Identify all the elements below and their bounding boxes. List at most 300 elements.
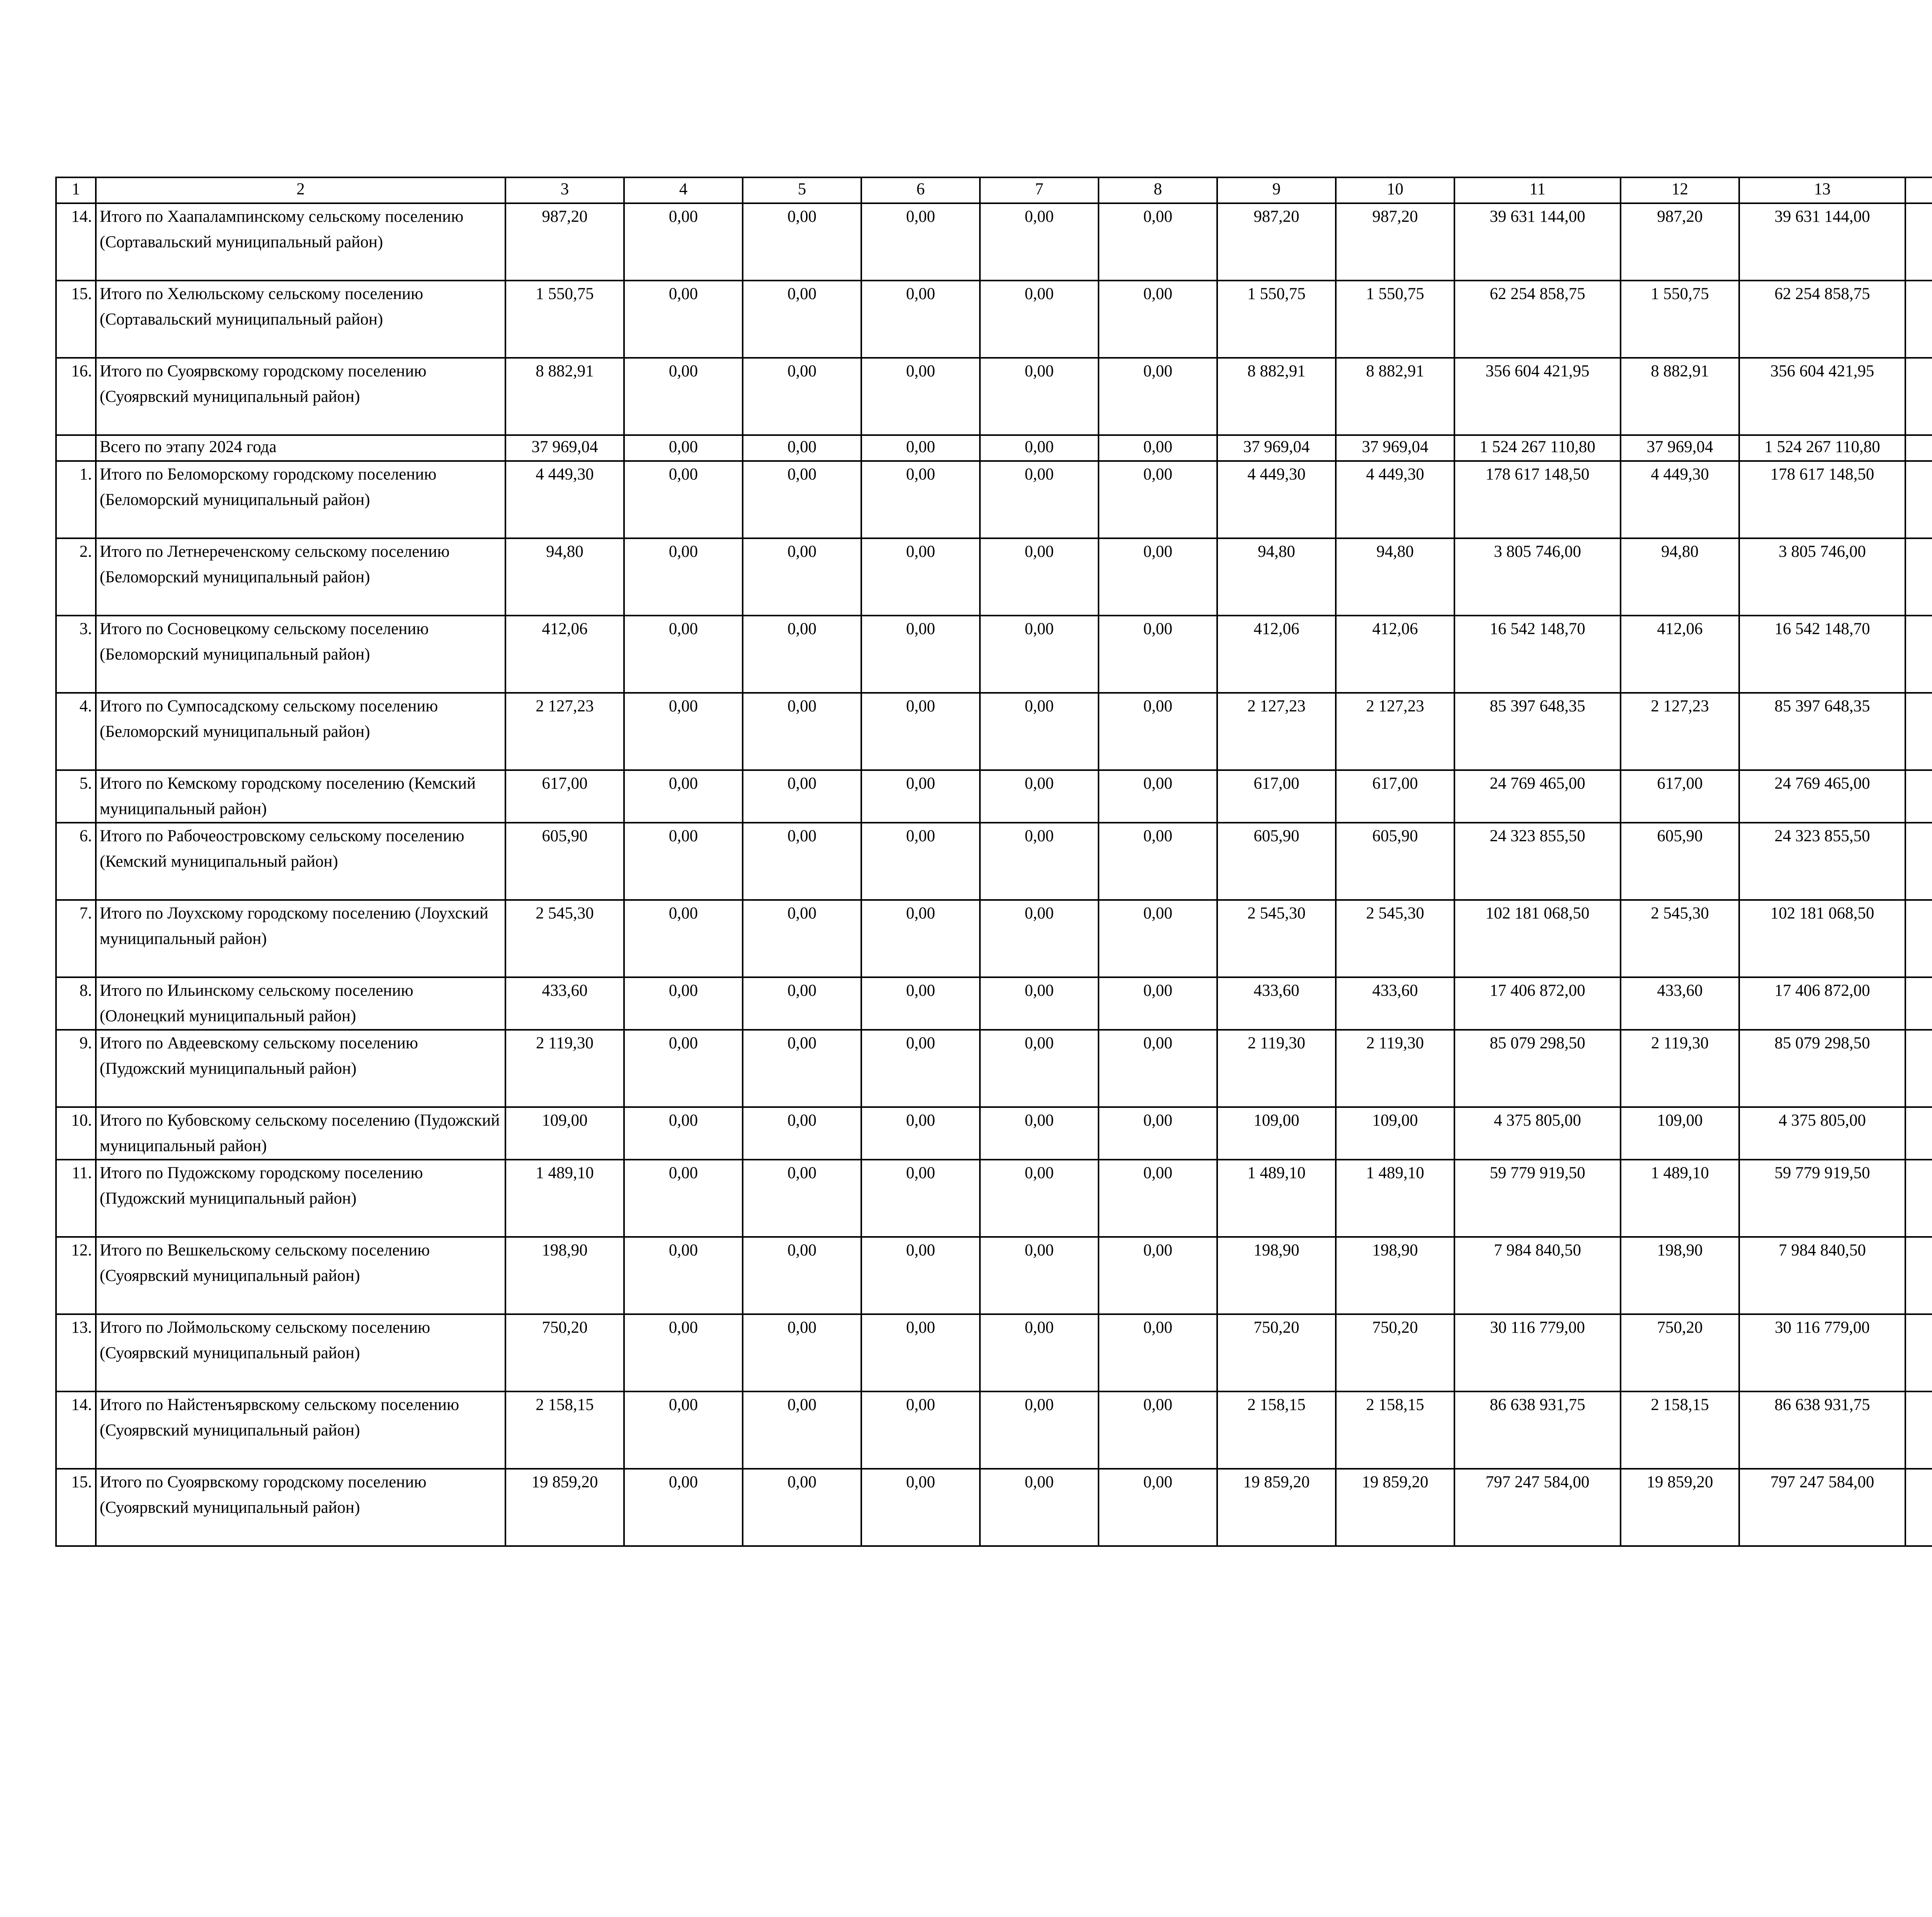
value-cell: 750,20 (1621, 1314, 1739, 1391)
value-cell: 198,90 (1217, 1237, 1336, 1314)
value-cell: 0,00 (624, 616, 743, 693)
value-cell: 85 397 648,35 (1454, 693, 1621, 770)
value-cell: 62 254 858,75 (1454, 281, 1621, 358)
settlement-name: Итого по Кемскому городскому поселению (Кемский муниципальный район) (96, 770, 505, 823)
column-header: 13 (1739, 177, 1905, 203)
value-cell: 0,00 (980, 900, 1099, 977)
value-cell: 0,00 (980, 770, 1099, 823)
settlement-name: Всего по этапу 2024 года (96, 435, 505, 461)
table-row (56, 1030, 1932, 1107)
value-cell: 3 805 746,00 (1739, 538, 1905, 616)
column-header: 1 (56, 177, 96, 203)
value-cell (1905, 900, 1932, 977)
value-cell: 19 859,20 (1621, 1469, 1739, 1546)
value-cell (1905, 693, 1932, 770)
value-cell: 2 127,23 (1621, 693, 1739, 770)
row-number: 16. (56, 358, 96, 435)
value-cell: 987,20 (1336, 203, 1454, 281)
column-header: 4 (624, 177, 743, 203)
value-cell: 85 079 298,50 (1739, 1030, 1905, 1107)
value-cell (1905, 823, 1932, 900)
value-cell: 2 119,30 (1336, 1030, 1454, 1107)
value-cell: 59 779 919,50 (1739, 1160, 1905, 1237)
value-cell: 109,00 (1621, 1107, 1739, 1160)
row-number: 5. (56, 770, 96, 823)
value-cell: 797 247 584,00 (1454, 1469, 1621, 1546)
value-cell: 2 545,30 (505, 900, 624, 977)
value-cell: 433,60 (1621, 977, 1739, 1030)
row-number: 13. (56, 1314, 96, 1391)
value-cell: 0,00 (743, 1469, 861, 1546)
value-cell: 0,00 (861, 693, 980, 770)
value-cell: 4 375 805,00 (1454, 1107, 1621, 1160)
value-cell: 0,00 (980, 823, 1099, 900)
value-cell: 0,00 (980, 281, 1099, 358)
value-cell: 4 449,30 (1217, 461, 1336, 538)
value-cell: 617,00 (1621, 770, 1739, 823)
value-cell: 24 323 855,50 (1739, 823, 1905, 900)
value-cell: 2 127,23 (1336, 693, 1454, 770)
value-cell: 1 550,75 (1217, 281, 1336, 358)
value-cell: 0,00 (861, 1391, 980, 1469)
value-cell: 2 158,15 (505, 1391, 624, 1469)
table-row (56, 977, 1932, 1030)
value-cell: 0,00 (624, 900, 743, 977)
value-cell: 412,06 (1336, 616, 1454, 693)
value-cell: 0,00 (1099, 693, 1217, 770)
column-header (1905, 177, 1932, 203)
table-row (56, 616, 1932, 693)
settlement-name: Итого по Ильинскому сельскому поселению (Олонецкий муниципальный район) (96, 977, 505, 1030)
value-cell: 2 119,30 (1217, 1030, 1336, 1107)
value-cell: 178 617 148,50 (1739, 461, 1905, 538)
value-cell: 0,00 (1099, 358, 1217, 435)
value-cell: 85 079 298,50 (1454, 1030, 1621, 1107)
value-cell: 0,00 (1099, 203, 1217, 281)
settlement-name: Итого по Хаапалампинскому сельскому поселению (Сортавальский муниципальный район) (96, 203, 505, 281)
column-header: 11 (1454, 177, 1621, 203)
value-cell: 0,00 (980, 203, 1099, 281)
value-cell: 2 158,15 (1217, 1391, 1336, 1469)
value-cell: 178 617 148,50 (1454, 461, 1621, 538)
value-cell: 17 406 872,00 (1454, 977, 1621, 1030)
value-cell: 8 882,91 (1336, 358, 1454, 435)
value-cell: 2 119,30 (1621, 1030, 1739, 1107)
value-cell: 59 779 919,50 (1454, 1160, 1621, 1237)
value-cell: 0,00 (624, 358, 743, 435)
row-number: 8. (56, 977, 96, 1030)
value-cell: 0,00 (743, 693, 861, 770)
value-cell: 0,00 (1099, 900, 1217, 977)
value-cell: 0,00 (624, 1160, 743, 1237)
value-cell: 412,06 (1621, 616, 1739, 693)
row-number: 15. (56, 1469, 96, 1546)
value-cell: 62 254 858,75 (1739, 281, 1905, 358)
value-cell: 0,00 (980, 977, 1099, 1030)
value-cell: 2 545,30 (1336, 900, 1454, 977)
value-cell: 86 638 931,75 (1739, 1391, 1905, 1469)
value-cell: 7 984 840,50 (1454, 1237, 1621, 1314)
settlement-name: Итого по Летнереченскому сельскому поселению (Беломорский муниципальный район) (96, 538, 505, 616)
value-cell: 0,00 (861, 977, 980, 1030)
value-cell: 0,00 (624, 1237, 743, 1314)
settlement-name: Итого по Сосновецкому сельскому поселению (Беломорский муниципальный район) (96, 616, 505, 693)
value-cell: 0,00 (743, 281, 861, 358)
value-cell: 0,00 (743, 203, 861, 281)
value-cell: 1 524 267 110,80 (1739, 435, 1905, 461)
value-cell: 412,06 (505, 616, 624, 693)
value-cell: 0,00 (861, 1030, 980, 1107)
value-cell: 0,00 (1099, 770, 1217, 823)
value-cell: 0,00 (861, 1314, 980, 1391)
value-cell: 0,00 (861, 770, 980, 823)
value-cell: 16 542 148,70 (1454, 616, 1621, 693)
value-cell (1905, 358, 1932, 435)
value-cell: 0,00 (624, 1469, 743, 1546)
table-row (56, 1160, 1932, 1237)
value-cell: 0,00 (861, 358, 980, 435)
value-cell: 0,00 (624, 693, 743, 770)
value-cell: 109,00 (1336, 1107, 1454, 1160)
table-row (56, 693, 1932, 770)
value-cell: 37 969,04 (505, 435, 624, 461)
settlement-name: Итого по Суоярвскому городскому поселению (Суоярвский муниципальный район) (96, 1469, 505, 1546)
value-cell: 987,20 (1621, 203, 1739, 281)
value-cell: 1 550,75 (1336, 281, 1454, 358)
value-cell: 1 524 267 110,80 (1454, 435, 1621, 461)
value-cell: 0,00 (743, 435, 861, 461)
value-cell: 2 127,23 (1217, 693, 1336, 770)
value-cell: 0,00 (1099, 461, 1217, 538)
value-cell: 16 542 148,70 (1739, 616, 1905, 693)
column-header: 6 (861, 177, 980, 203)
row-number: 4. (56, 693, 96, 770)
value-cell: 0,00 (624, 1030, 743, 1107)
row-number: 3. (56, 616, 96, 693)
value-cell: 0,00 (980, 1107, 1099, 1160)
column-header: 3 (505, 177, 624, 203)
value-cell: 0,00 (624, 281, 743, 358)
value-cell: 4 449,30 (1621, 461, 1739, 538)
value-cell: 37 969,04 (1217, 435, 1336, 461)
value-cell: 0,00 (980, 461, 1099, 538)
table-row (56, 461, 1932, 538)
table-row (56, 1469, 1932, 1546)
value-cell: 1 489,10 (1621, 1160, 1739, 1237)
value-cell: 0,00 (980, 358, 1099, 435)
value-cell: 0,00 (1099, 281, 1217, 358)
value-cell: 0,00 (624, 203, 743, 281)
value-cell: 109,00 (505, 1107, 624, 1160)
value-cell: 433,60 (1336, 977, 1454, 1030)
value-cell (1905, 435, 1932, 461)
value-cell: 0,00 (1099, 538, 1217, 616)
column-header: 7 (980, 177, 1099, 203)
value-cell: 2 545,30 (1621, 900, 1739, 977)
value-cell: 605,90 (1217, 823, 1336, 900)
value-cell: 356 604 421,95 (1739, 358, 1905, 435)
settlement-name: Итого по Хелюльскому сельскому поселению (Сортавальский муниципальный район) (96, 281, 505, 358)
value-cell: 0,00 (743, 823, 861, 900)
value-cell: 0,00 (861, 1107, 980, 1160)
value-cell: 109,00 (1217, 1107, 1336, 1160)
value-cell: 0,00 (1099, 823, 1217, 900)
value-cell: 1 489,10 (1336, 1160, 1454, 1237)
value-cell: 0,00 (743, 461, 861, 538)
value-cell: 30 116 779,00 (1739, 1314, 1905, 1391)
value-cell: 7 984 840,50 (1739, 1237, 1905, 1314)
value-cell (1905, 203, 1932, 281)
value-cell (1905, 1469, 1932, 1546)
value-cell: 4 375 805,00 (1739, 1107, 1905, 1160)
value-cell: 4 449,30 (1336, 461, 1454, 538)
value-cell: 0,00 (743, 1107, 861, 1160)
row-number: 10. (56, 1107, 96, 1160)
value-cell: 24 769 465,00 (1454, 770, 1621, 823)
value-cell: 0,00 (624, 823, 743, 900)
value-cell (1905, 1107, 1932, 1160)
value-cell (1905, 770, 1932, 823)
table-row (56, 1314, 1932, 1391)
value-cell: 0,00 (1099, 1391, 1217, 1469)
value-cell: 94,80 (505, 538, 624, 616)
table-row (56, 1391, 1932, 1469)
row-number: 2. (56, 538, 96, 616)
value-cell: 0,00 (861, 1469, 980, 1546)
settlement-name: Итого по Сумпосадскому сельскому поселению (Беломорский муниципальный район) (96, 693, 505, 770)
value-cell: 2 119,30 (505, 1030, 624, 1107)
value-cell: 0,00 (980, 1314, 1099, 1391)
settlement-name: Итого по Авдеевскому сельскому поселению (Пудожский муниципальный район) (96, 1030, 505, 1107)
value-cell: 987,20 (1217, 203, 1336, 281)
row-number: 1. (56, 461, 96, 538)
value-cell: 39 631 144,00 (1739, 203, 1905, 281)
table-row (56, 823, 1932, 900)
value-cell: 797 247 584,00 (1739, 1469, 1905, 1546)
value-cell: 94,80 (1336, 538, 1454, 616)
value-cell: 94,80 (1621, 538, 1739, 616)
value-cell: 356 604 421,95 (1454, 358, 1621, 435)
value-cell: 8 882,91 (1621, 358, 1739, 435)
value-cell: 2 545,30 (1217, 900, 1336, 977)
value-cell: 0,00 (980, 1391, 1099, 1469)
value-cell (1905, 977, 1932, 1030)
table-row (56, 900, 1932, 977)
table-body (56, 177, 1932, 1546)
value-cell: 0,00 (1099, 1160, 1217, 1237)
value-cell: 0,00 (1099, 1107, 1217, 1160)
settlement-name: Итого по Суоярвскому городскому поселению (Суоярвский муниципальный район) (96, 358, 505, 435)
value-cell: 987,20 (505, 203, 624, 281)
column-header: 2 (96, 177, 505, 203)
settlement-name: Итого по Лоймольскому сельскому поселению (Суоярвский муниципальный район) (96, 1314, 505, 1391)
value-cell: 617,00 (1336, 770, 1454, 823)
value-cell: 0,00 (1099, 1237, 1217, 1314)
value-cell: 0,00 (624, 1107, 743, 1160)
value-cell: 0,00 (743, 358, 861, 435)
value-cell: 0,00 (743, 770, 861, 823)
column-header: 10 (1336, 177, 1454, 203)
value-cell: 0,00 (1099, 1314, 1217, 1391)
row-number: 7. (56, 900, 96, 977)
value-cell: 8 882,91 (1217, 358, 1336, 435)
value-cell: 0,00 (980, 538, 1099, 616)
value-cell: 605,90 (1336, 823, 1454, 900)
value-cell: 0,00 (743, 1391, 861, 1469)
value-cell: 1 489,10 (505, 1160, 624, 1237)
value-cell: 198,90 (1621, 1237, 1739, 1314)
value-cell: 102 181 068,50 (1454, 900, 1621, 977)
value-cell: 0,00 (624, 461, 743, 538)
value-cell: 94,80 (1217, 538, 1336, 616)
value-cell: 750,20 (1217, 1314, 1336, 1391)
value-cell: 605,90 (1621, 823, 1739, 900)
value-cell: 3 805 746,00 (1454, 538, 1621, 616)
value-cell: 0,00 (743, 616, 861, 693)
row-number: 15. (56, 281, 96, 358)
column-header: 9 (1217, 177, 1336, 203)
row-number: 11. (56, 1160, 96, 1237)
table-row (56, 770, 1932, 823)
value-cell: 750,20 (505, 1314, 624, 1391)
value-cell: 0,00 (861, 1237, 980, 1314)
value-cell: 8 882,91 (505, 358, 624, 435)
value-cell (1905, 1391, 1932, 1469)
value-cell: 1 550,75 (1621, 281, 1739, 358)
value-cell: 86 638 931,75 (1454, 1391, 1621, 1469)
value-cell: 617,00 (1217, 770, 1336, 823)
settlement-name: Итого по Пудожскому городскому поселению (Пудожский муниципальный район) (96, 1160, 505, 1237)
value-cell: 30 116 779,00 (1454, 1314, 1621, 1391)
value-cell: 2 158,15 (1336, 1391, 1454, 1469)
value-cell: 1 489,10 (1217, 1160, 1336, 1237)
value-cell: 37 969,04 (1336, 435, 1454, 461)
table-row (56, 538, 1932, 616)
data-table (55, 177, 1932, 1547)
settlement-name: Итого по Лоухскому городскому поселению (Лоухский муниципальный район) (96, 900, 505, 977)
value-cell: 0,00 (861, 435, 980, 461)
value-cell: 0,00 (743, 1030, 861, 1107)
value-cell: 433,60 (505, 977, 624, 1030)
value-cell (1905, 1160, 1932, 1237)
value-cell: 605,90 (505, 823, 624, 900)
column-header: 5 (743, 177, 861, 203)
value-cell: 2 127,23 (505, 693, 624, 770)
settlement-name: Итого по Беломорскому городскому поселению (Беломорский муниципальный район) (96, 461, 505, 538)
value-cell: 0,00 (861, 538, 980, 616)
value-cell: 198,90 (1336, 1237, 1454, 1314)
table-row (56, 281, 1932, 358)
value-cell: 39 631 144,00 (1454, 203, 1621, 281)
settlement-name: Итого по Рабочеостровскому сельскому поселению (Кемский муниципальный район) (96, 823, 505, 900)
value-cell: 0,00 (980, 1469, 1099, 1546)
value-cell (1905, 461, 1932, 538)
value-cell (1905, 1314, 1932, 1391)
value-cell: 17 406 872,00 (1739, 977, 1905, 1030)
value-cell (1905, 1030, 1932, 1107)
value-cell: 0,00 (1099, 616, 1217, 693)
value-cell: 0,00 (861, 900, 980, 977)
table-row (56, 1107, 1932, 1160)
value-cell: 412,06 (1217, 616, 1336, 693)
value-cell: 198,90 (505, 1237, 624, 1314)
value-cell: 0,00 (861, 281, 980, 358)
value-cell: 1 550,75 (505, 281, 624, 358)
value-cell: 0,00 (1099, 1469, 1217, 1546)
value-cell: 750,20 (1336, 1314, 1454, 1391)
value-cell: 19 859,20 (1217, 1469, 1336, 1546)
value-cell: 2 158,15 (1621, 1391, 1739, 1469)
value-cell (1905, 1237, 1932, 1314)
value-cell: 0,00 (743, 1237, 861, 1314)
value-cell: 4 449,30 (505, 461, 624, 538)
value-cell (1905, 281, 1932, 358)
value-cell: 0,00 (861, 461, 980, 538)
table-row (56, 1237, 1932, 1314)
value-cell: 0,00 (624, 977, 743, 1030)
value-cell: 37 969,04 (1621, 435, 1739, 461)
value-cell: 0,00 (861, 1160, 980, 1237)
settlement-name: Итого по Кубовскому сельскому поселению (Пудожский муниципальный район) (96, 1107, 505, 1160)
value-cell: 617,00 (505, 770, 624, 823)
value-cell: 0,00 (980, 616, 1099, 693)
value-cell: 0,00 (624, 1391, 743, 1469)
value-cell: 0,00 (980, 693, 1099, 770)
column-header: 12 (1621, 177, 1739, 203)
value-cell: 0,00 (980, 435, 1099, 461)
value-cell: 0,00 (861, 616, 980, 693)
value-cell: 0,00 (1099, 1030, 1217, 1107)
value-cell: 0,00 (743, 1314, 861, 1391)
row-number: 12. (56, 1237, 96, 1314)
value-cell: 24 769 465,00 (1739, 770, 1905, 823)
row-number: 6. (56, 823, 96, 900)
table-row (56, 358, 1932, 435)
value-cell (1905, 538, 1932, 616)
row-number: 9. (56, 1030, 96, 1107)
value-cell: 0,00 (980, 1237, 1099, 1314)
value-cell: 0,00 (624, 1314, 743, 1391)
value-cell: 85 397 648,35 (1739, 693, 1905, 770)
value-cell: 433,60 (1217, 977, 1336, 1030)
value-cell: 102 181 068,50 (1739, 900, 1905, 977)
value-cell: 0,00 (743, 977, 861, 1030)
value-cell: 19 859,20 (505, 1469, 624, 1546)
header-row (56, 177, 1932, 203)
settlement-name: Итого по Вешкельскому сельскому поселению (Суоярвский муниципальный район) (96, 1237, 505, 1314)
column-header: 8 (1099, 177, 1217, 203)
row-number (56, 435, 96, 461)
value-cell: 0,00 (1099, 977, 1217, 1030)
value-cell: 0,00 (743, 1160, 861, 1237)
table-row (56, 203, 1932, 281)
value-cell (1905, 616, 1932, 693)
row-number: 14. (56, 1391, 96, 1469)
value-cell: 0,00 (624, 770, 743, 823)
settlement-name: Итого по Найстенъярвскому сельскому поселению (Суоярвский муниципальный район) (96, 1391, 505, 1469)
value-cell: 0,00 (1099, 435, 1217, 461)
value-cell: 0,00 (743, 900, 861, 977)
value-cell: 0,00 (743, 538, 861, 616)
value-cell: 0,00 (624, 435, 743, 461)
value-cell: 0,00 (624, 538, 743, 616)
row-number: 14. (56, 203, 96, 281)
value-cell: 0,00 (861, 823, 980, 900)
total-row (56, 435, 1932, 461)
value-cell: 0,00 (980, 1160, 1099, 1237)
value-cell: 0,00 (980, 1030, 1099, 1107)
value-cell: 0,00 (861, 203, 980, 281)
